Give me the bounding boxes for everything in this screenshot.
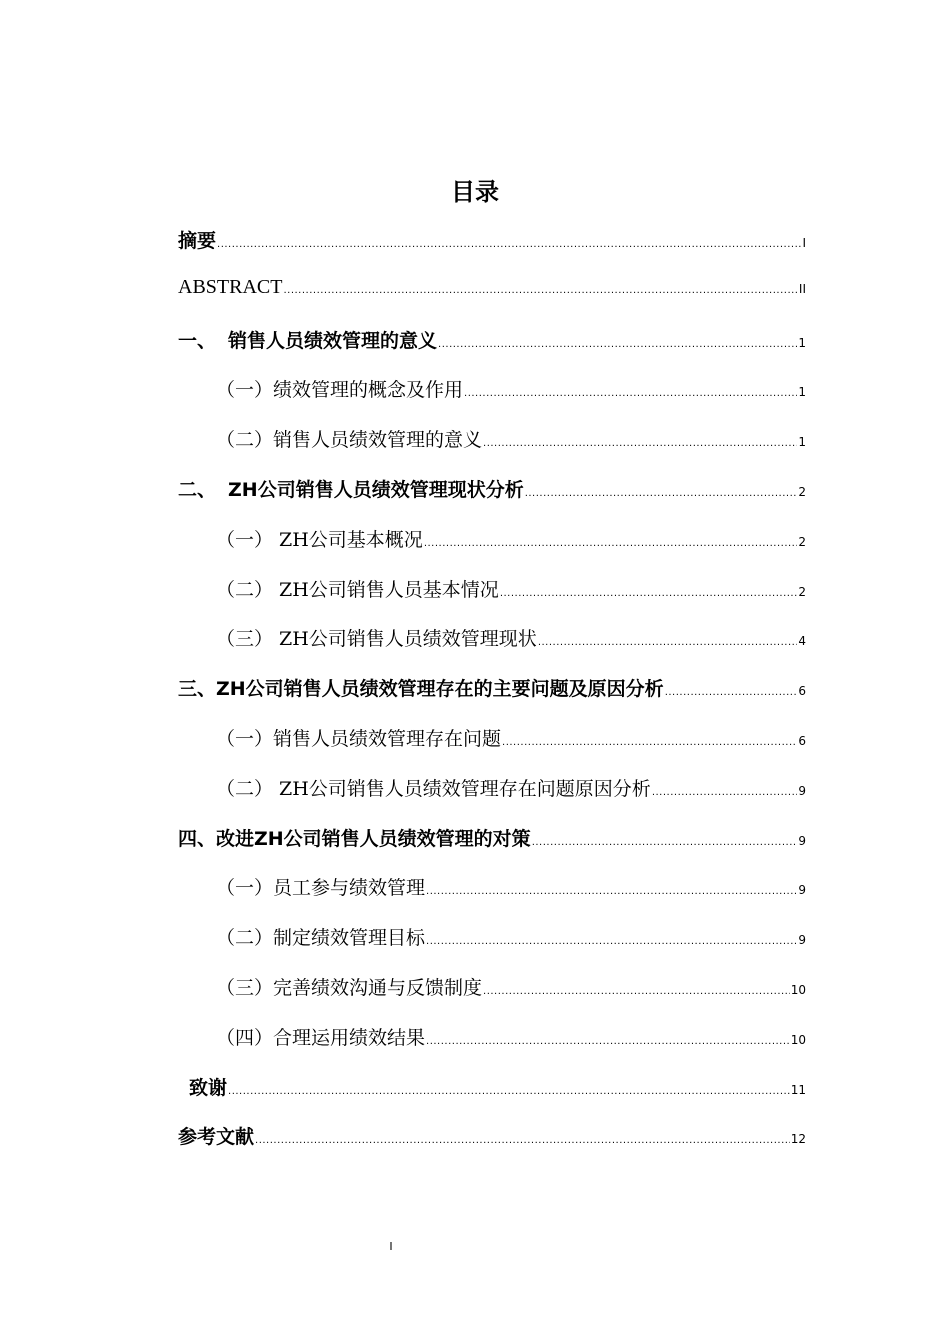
dot-leader	[483, 438, 797, 449]
toc-entry-number: 一、	[178, 329, 217, 352]
toc-entry-section-4-3[interactable]	[178, 959, 806, 1009]
toc-entry-page: 6	[798, 733, 806, 748]
dot-leader	[525, 488, 798, 499]
toc-entry-section-2-1[interactable]	[178, 511, 806, 561]
toc-entry-label: （二）制定绩效管理目标	[216, 927, 426, 950]
toc-entry-section-3-2[interactable]	[178, 760, 806, 810]
toc-entry-label: （一）绩效管理的概念及作用	[216, 379, 464, 402]
toc-entry-page: I	[802, 236, 806, 250]
dot-leader	[500, 588, 798, 599]
dot-leader	[283, 285, 797, 296]
toc-entry-label: 三、ZH公司销售人员绩效管理存在的主要问题及原因分析	[178, 678, 664, 701]
toc-entry-page: 9	[798, 833, 806, 848]
toc-entry-page: 2	[798, 484, 806, 499]
toc-entry-chapter-4[interactable]	[178, 810, 806, 860]
toc-entry-label: （二）销售人员绩效管理的意义	[216, 429, 483, 452]
toc-entry-page: II	[798, 281, 806, 296]
toc-entry-section-2-2[interactable]	[178, 561, 806, 611]
toc-entry-label: （二） ZH公司销售人员基本情况	[216, 578, 499, 601]
toc-entry-page: 9	[798, 933, 806, 948]
toc-entry-page: 4	[798, 634, 806, 649]
dot-leader	[665, 687, 798, 698]
toc-entry-section-4-2[interactable]	[178, 909, 806, 959]
dot-leader	[538, 637, 798, 648]
toc-entry-page: 10	[790, 982, 806, 997]
toc-entry-page: 9	[798, 883, 806, 898]
toc-entry-label: （三） ZH公司销售人员绩效管理现状	[216, 628, 537, 651]
dot-leader	[426, 1036, 790, 1047]
toc-entry-section-4-1[interactable]	[178, 859, 806, 909]
toc-entry-section-1-1[interactable]	[178, 361, 806, 411]
dot-leader	[424, 538, 798, 549]
toc-entry-page: 1	[798, 435, 806, 450]
toc-entry-page: 11	[790, 1082, 806, 1097]
toc-entry-page: 6	[798, 684, 806, 699]
toc-entry-abstract-en[interactable]	[178, 262, 806, 312]
toc-entry-chapter-3[interactable]	[178, 660, 806, 710]
dot-leader	[217, 239, 801, 250]
toc-entry-label: （一）员工参与绩效管理	[216, 877, 426, 900]
dot-leader	[652, 787, 798, 798]
toc-entry-page: 2	[798, 584, 806, 599]
table-of-contents	[178, 212, 806, 1158]
toc-entry-label: （三）完善绩效沟通与反馈制度	[216, 976, 483, 999]
toc-entry-number: 二、	[178, 478, 217, 501]
dot-leader	[228, 1086, 790, 1097]
toc-entry-text: ZH公司销售人员绩效管理现状分析	[228, 478, 524, 501]
toc-entry-text: 销售人员绩效管理的意义	[228, 329, 438, 352]
toc-entry-page: 1	[798, 335, 806, 350]
toc-entry-label	[178, 475, 524, 502]
toc-entry-section-3-1[interactable]	[178, 710, 806, 760]
toc-title: 目录	[451, 178, 499, 206]
toc-entry-label	[178, 326, 437, 353]
toc-entry-label: （一）销售人员绩效管理存在问题	[216, 727, 502, 750]
dot-leader	[426, 936, 797, 947]
toc-entry-page: 10	[790, 1032, 806, 1047]
toc-entry-label: 致谢	[189, 1076, 228, 1099]
toc-entry-abstract-cn[interactable]	[178, 212, 806, 262]
dot-leader	[426, 886, 797, 897]
toc-entry-label: （四）合理运用绩效结果	[216, 1026, 426, 1049]
toc-entry-chapter-2[interactable]	[178, 461, 806, 511]
toc-entry-references[interactable]	[178, 1108, 806, 1158]
toc-entry-page: 1	[798, 385, 806, 400]
toc-entry-label: 参考文献	[178, 1126, 255, 1149]
dot-leader	[464, 388, 797, 399]
toc-entry-page: 12	[790, 1132, 806, 1147]
dot-leader	[532, 837, 798, 848]
toc-entry-section-2-3[interactable]	[178, 610, 806, 660]
toc-entry-label: （二） ZH公司销售人员绩效管理存在问题原因分析	[216, 777, 651, 800]
dot-leader	[483, 986, 790, 997]
page-number-footer: I	[389, 1240, 393, 1253]
toc-entry-section-1-2[interactable]	[178, 411, 806, 461]
toc-entry-acknowledgements[interactable]	[178, 1059, 806, 1109]
toc-entry-section-4-4[interactable]	[178, 1009, 806, 1059]
toc-entry-label: 四、改进ZH公司销售人员绩效管理的对策	[178, 827, 531, 850]
dot-leader	[502, 737, 797, 748]
toc-entry-page: 9	[798, 783, 806, 798]
dot-leader	[255, 1135, 790, 1146]
toc-entry-label: （一） ZH公司基本概况	[216, 528, 423, 551]
dot-leader	[438, 339, 797, 350]
toc-entry-chapter-1[interactable]	[178, 312, 806, 362]
toc-entry-page: 2	[798, 534, 806, 549]
toc-entry-label: ABSTRACT	[178, 275, 283, 298]
toc-entry-label: 摘要	[178, 230, 217, 252]
